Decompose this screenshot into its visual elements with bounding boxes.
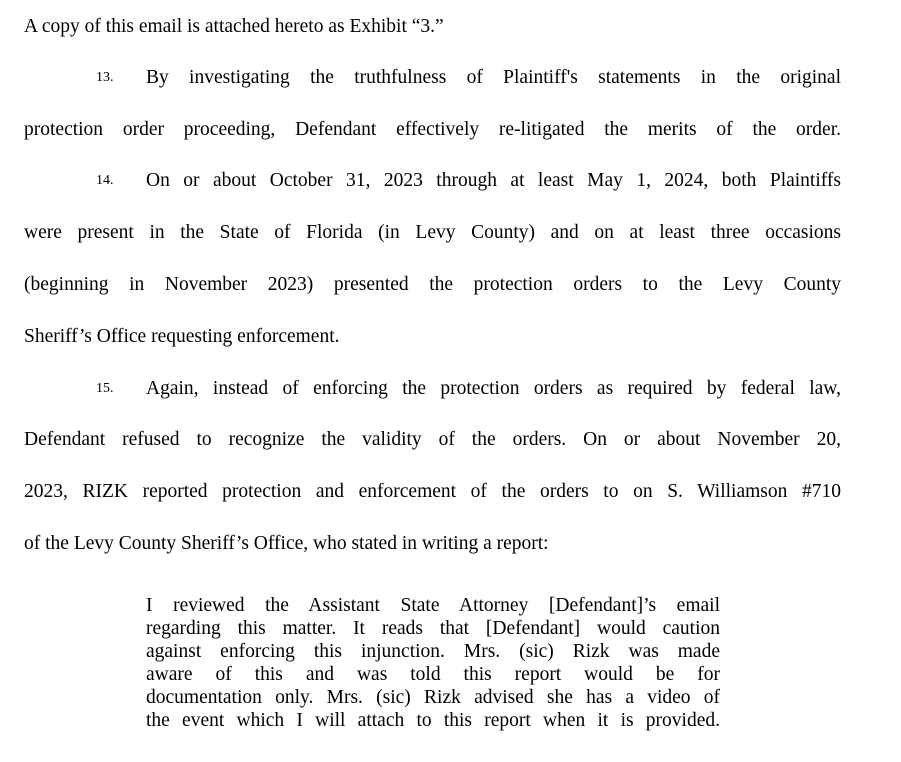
block-quote-line: aware of this and was told this report would be for <box>146 664 720 685</box>
text-line: (beginning in November 2023) presented the protection orders to the Levy County <box>24 274 841 295</box>
block-quote-line: regarding this matter. It reads that [Defendant] would caution <box>146 618 720 639</box>
block-quote-line: against enforcing this injunction. Mrs. (sic) Rizk was made <box>146 641 720 662</box>
block-quote-line: documentation only. Mrs. (sic) Rizk advised she has a video of <box>146 687 720 708</box>
text-line: Again, instead of enforcing the protection orders as required by federal law, <box>146 378 841 399</box>
text-line: 2023, RIZK reported protection and enforcement of the orders to on S. Williamson #710 <box>24 481 841 502</box>
text-line: A copy of this email is attached hereto as Exhibit “3.” <box>24 16 444 37</box>
text-line: By investigating the truthfulness of Plaintiff's statements in the original <box>146 67 841 88</box>
block-quote-line: the event which I will attach to this report when it is provided. <box>146 710 720 731</box>
text-line: Defendant refused to recognize the validity of the orders. On or about November 20, <box>24 429 841 450</box>
paragraph-number: 15. <box>96 381 114 396</box>
text-line: Sheriff’s Office requesting enforcement. <box>24 326 340 347</box>
text-line: On or about October 31, 2023 through at least May 1, 2024, both Plaintiffs <box>146 170 841 191</box>
paragraph-number: 13. <box>96 70 114 85</box>
text-line: were present in the State of Florida (in Levy County) and on at least three occasions <box>24 222 841 243</box>
paragraph-number: 14. <box>96 173 114 188</box>
text-line: protection order proceeding, Defendant effectively re-litigated the merits of the order. <box>24 119 841 140</box>
text-line: of the Levy County Sheriff’s Office, who stated in writing a report: <box>24 533 549 554</box>
block-quote-line: I reviewed the Assistant State Attorney [Defendant]’s email <box>146 595 720 616</box>
